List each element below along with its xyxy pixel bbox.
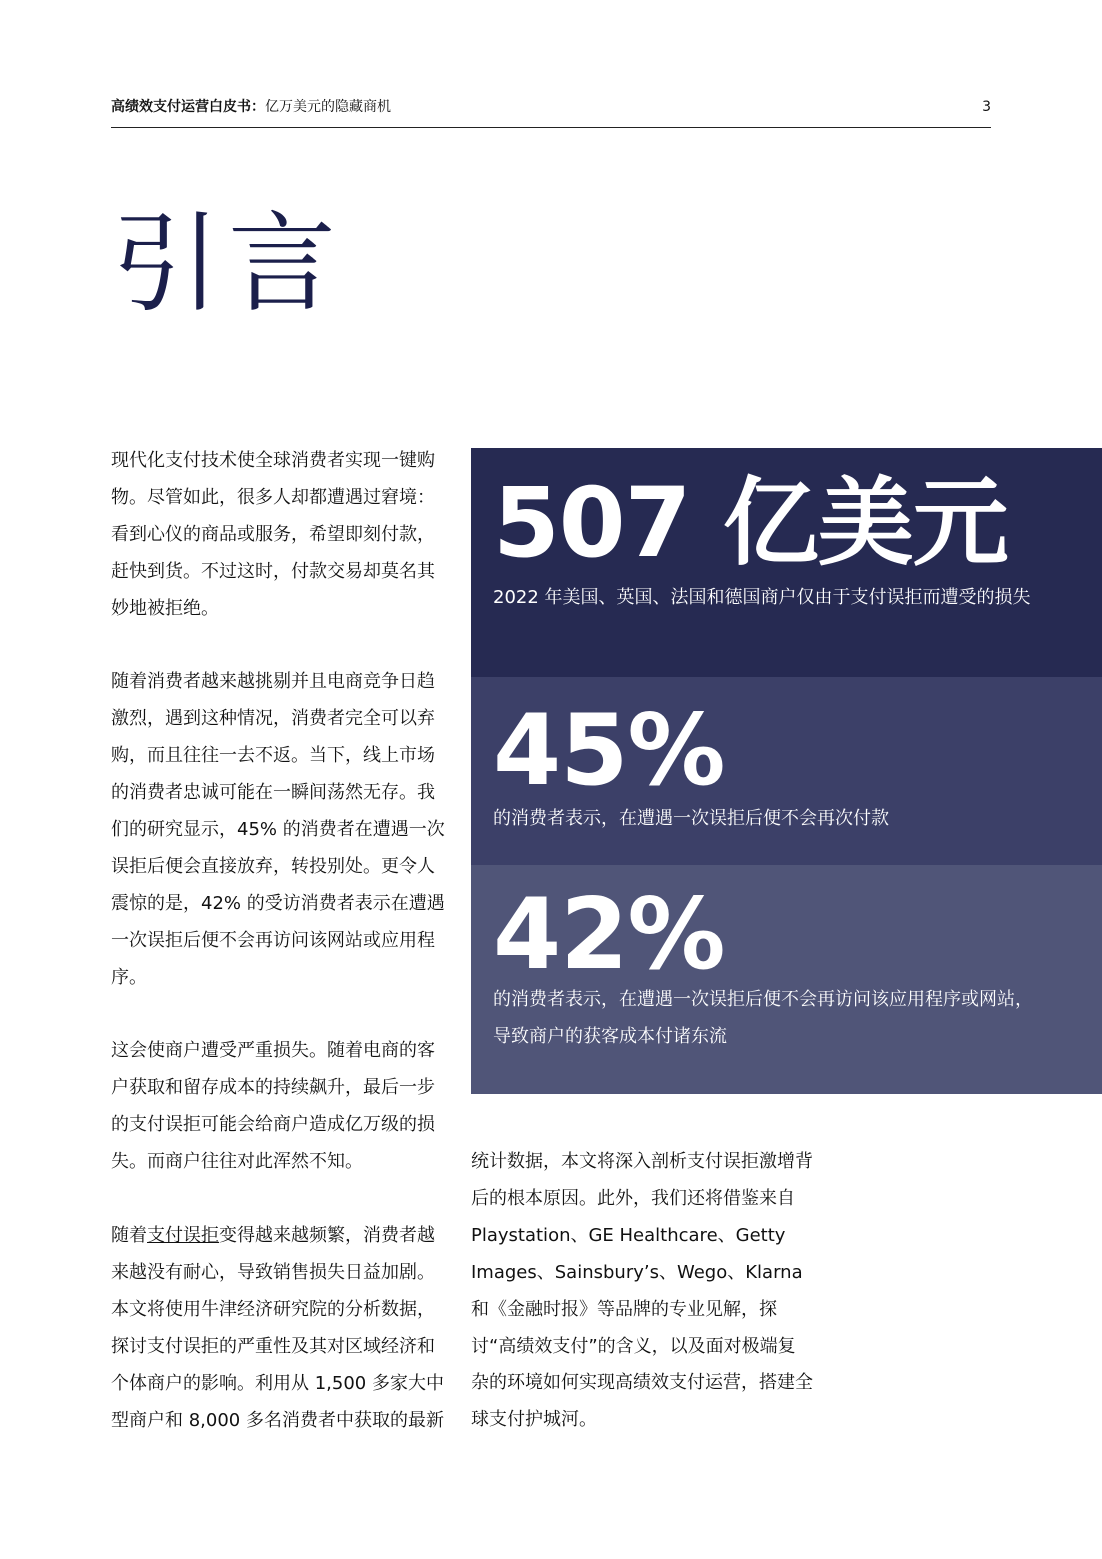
page-title: 引言 (112, 202, 345, 327)
stat-box-no-repay (471, 677, 1102, 865)
paragraph-1: 现代化支付技术使全球消费者实现一键购物。尽管如此，很多人却都遭遇过窘境：看到心仪的商品或服务，希望即刻付款，赶快到货。不过这时，付款交易却莫名其妙地被拒绝。 (111, 450, 435, 619)
paragraph-3: 这会使商户遭受严重损失。随着电商的客户获取和留存成本的持续飙升，最后一步的支付误拒可能会给商户造成亿万级的损失。而商户往往对此浑然不知。 (111, 1040, 435, 1173)
paragraph-4-rest: 变得越来越频繁，消费者越来越没有耐心，导致销售损失日益加剧。本文将使用牛津经济研究院的分析数据，探讨支付误拒的严重性及其对区域经济和个体商户的影响。利用从 1,500 多家大中型商户和 8,000 多名消费者中获取的最新 (111, 1224, 444, 1431)
document-title-bold: 高绩效支付运营白皮书： (111, 99, 265, 115)
stat-value-loss: 507 亿美元 (493, 467, 1008, 579)
stat-value-no-revisit: 42% (493, 878, 725, 992)
page-number: 3 (982, 99, 991, 115)
page-header (111, 96, 991, 118)
left-text-column (111, 443, 451, 1439)
stat-description-no-revisit: 的消费者表示，在遭遇一次误拒后便不会再访问该应用程序或网站，导致商户的获客成本付诸东流 (493, 989, 1033, 1047)
header-divider (111, 127, 991, 128)
document-title-subtitle: 亿万美元的隐藏商机 (265, 99, 391, 115)
stat-description-loss: 2022 年美国、英国、法国和德国商户仅由于支付误拒而遭受的损失 (493, 587, 1031, 608)
paragraph-2: 随着消费者越来越挑剔并且电商竞争日趋激烈，遇到这种情况，消费者完全可以弃购，而且往往一去不返。当下，线上市场的消费者忠诚可能在一瞬间荡然无存。我们的研究显示，45% 的消费者在遭遇一次误拒后便会直接放弃，转投别处。更令人震惊的是，42% 的受访消费者表示在遭遇一次误拒后便不会再访问该网站或应用程序。 (111, 671, 445, 988)
paragraph-4-start: 随着 (111, 1224, 147, 1246)
stat-value-no-repay: 45% (493, 694, 725, 808)
stat-box-loss (471, 448, 1102, 677)
right-text-column (471, 1144, 813, 1439)
document-title (111, 96, 391, 118)
payment-decline-link[interactable]: 支付误拒 (147, 1224, 219, 1246)
paragraph-5: 统计数据，本文将深入剖析支付误拒激增背后的根本原因。此外，我们还将借鉴来自 Playstation、GE Healthcare、Getty Images、Sainsbury’s、Wego、Klarna 和《金融时报》等品牌的专业见解，探讨“高绩效支付”的含义，以及面对极端复杂的环境如何实现高绩效支付运营，搭建全球支付护城河。 (471, 1151, 813, 1431)
stat-box-no-revisit (471, 865, 1102, 1094)
stat-description-no-repay: 的消费者表示，在遭遇一次误拒后便不会再次付款 (493, 808, 889, 829)
paragraph-4 (111, 1218, 451, 1439)
